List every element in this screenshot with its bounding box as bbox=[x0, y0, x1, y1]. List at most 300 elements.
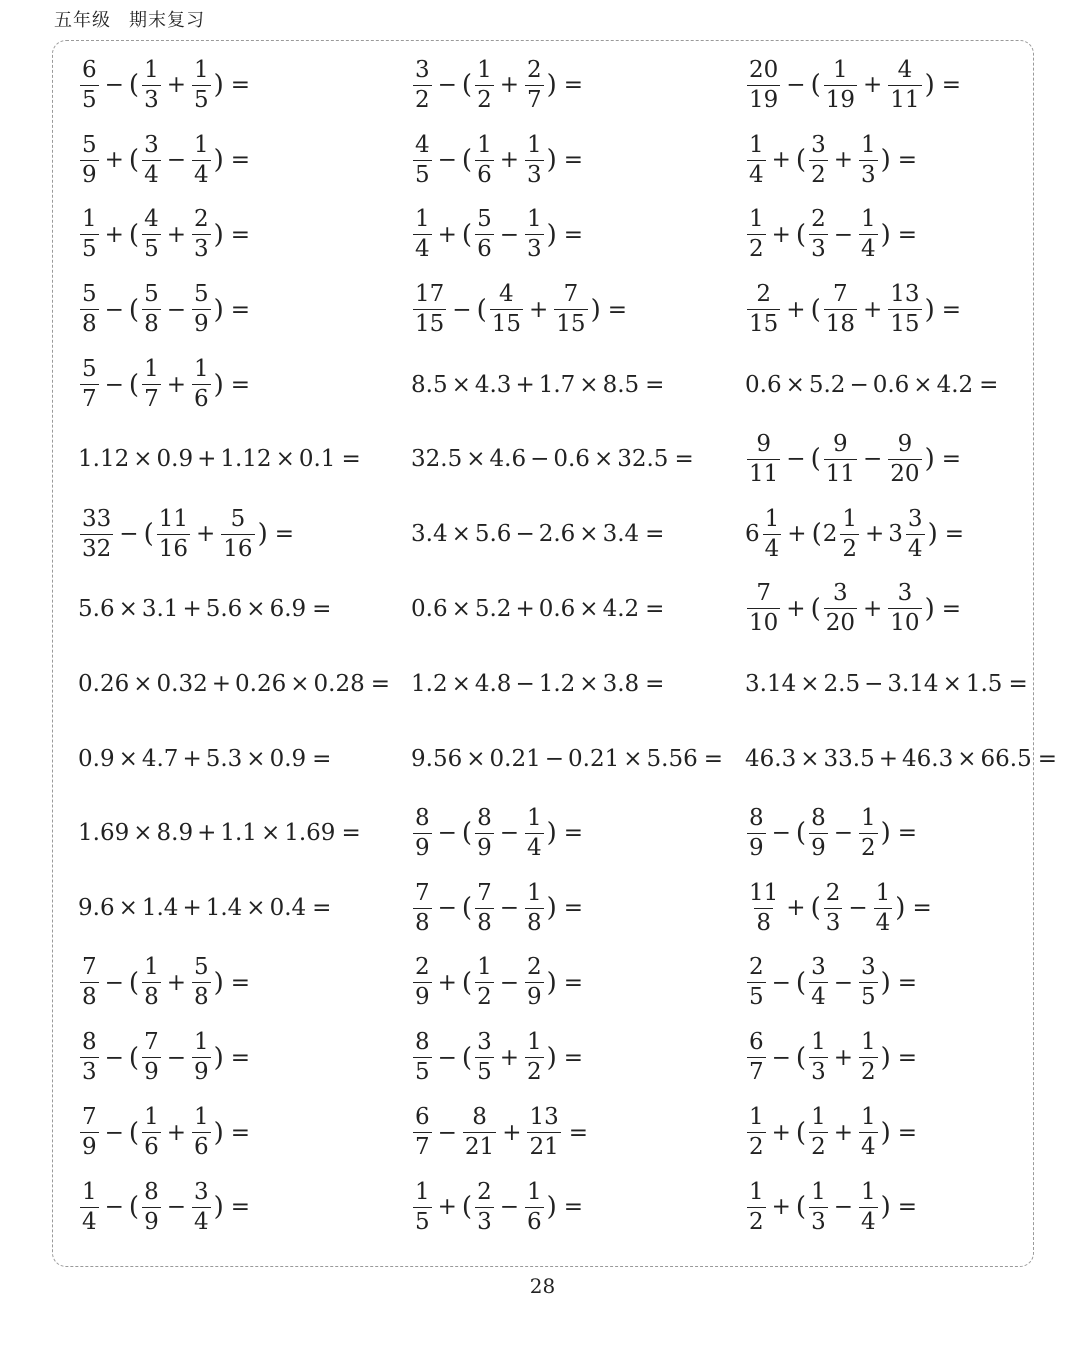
equals-sign: = bbox=[312, 595, 332, 622]
denominator: 2 bbox=[811, 1134, 826, 1161]
paren: ) bbox=[546, 967, 557, 998]
fraction bbox=[747, 283, 780, 336]
numerator: 4 bbox=[499, 281, 514, 308]
denominator: 3 bbox=[477, 1208, 492, 1235]
fraction bbox=[413, 956, 432, 1009]
numerator: 5 bbox=[144, 281, 159, 308]
operator: × bbox=[133, 820, 153, 847]
paren: ) bbox=[880, 967, 891, 998]
paren: ( bbox=[795, 1192, 807, 1223]
numerator: 1 bbox=[194, 1029, 209, 1056]
exercise bbox=[745, 721, 1058, 796]
equals-sign: = bbox=[370, 670, 390, 697]
paren: ) bbox=[924, 444, 935, 475]
paren: ( bbox=[461, 219, 473, 250]
number: 0.21 bbox=[489, 745, 541, 772]
operator: − bbox=[833, 969, 853, 996]
numerator: 4 bbox=[415, 131, 430, 158]
denominator: 9 bbox=[194, 311, 209, 338]
operator: − bbox=[786, 72, 806, 99]
exercise bbox=[78, 497, 411, 572]
denominator: 2 bbox=[527, 1059, 542, 1086]
fraction bbox=[192, 56, 211, 113]
operator: − bbox=[437, 147, 457, 174]
equals-sign: = bbox=[341, 820, 361, 847]
operator: − bbox=[452, 296, 472, 323]
number: 2.6 bbox=[538, 521, 576, 548]
fraction bbox=[747, 804, 766, 861]
fraction bbox=[142, 1031, 161, 1084]
numerator: 7 bbox=[563, 281, 579, 308]
paren: ( bbox=[128, 70, 140, 101]
paren: ( bbox=[810, 893, 821, 924]
paren: ( bbox=[128, 1117, 140, 1148]
equals-sign: = bbox=[274, 521, 294, 548]
fraction bbox=[747, 56, 780, 113]
equals-sign: = bbox=[897, 1044, 918, 1071]
paren: ( bbox=[810, 444, 821, 475]
denominator: 3 bbox=[194, 236, 209, 263]
numerator: 1 bbox=[194, 356, 209, 383]
denominator: 5 bbox=[861, 984, 876, 1011]
denominator: 2 bbox=[477, 984, 492, 1011]
numerator: 8 bbox=[811, 804, 826, 831]
exercise bbox=[745, 123, 1058, 198]
operator: × bbox=[118, 745, 138, 772]
operator: − bbox=[166, 1044, 186, 1071]
operator: − bbox=[499, 895, 519, 922]
numerator: 13 bbox=[529, 1104, 559, 1131]
denominator: 4 bbox=[875, 909, 891, 936]
equals-sign: = bbox=[230, 1194, 251, 1221]
number: 9.56 bbox=[411, 745, 463, 772]
denominator: 4 bbox=[82, 1208, 97, 1235]
paren: ) bbox=[924, 70, 935, 101]
exercise bbox=[411, 272, 745, 347]
numerator: 20 bbox=[749, 56, 779, 83]
numerator: 17 bbox=[415, 281, 445, 308]
number: 0.32 bbox=[156, 670, 208, 697]
denominator: 7 bbox=[82, 386, 97, 413]
fraction bbox=[859, 804, 878, 861]
fraction bbox=[809, 208, 828, 261]
denominator: 15 bbox=[890, 311, 920, 338]
paren: ( bbox=[795, 818, 807, 849]
numerator: 1 bbox=[764, 505, 780, 532]
operator: − bbox=[104, 371, 124, 398]
denominator: 4 bbox=[415, 236, 430, 263]
equals-sign: = bbox=[897, 1194, 918, 1221]
operator: + bbox=[437, 221, 457, 248]
numerator: 6 bbox=[82, 56, 97, 83]
numerator: 1 bbox=[194, 1104, 209, 1131]
equals-sign: = bbox=[230, 1044, 251, 1071]
fraction bbox=[888, 430, 921, 487]
fraction bbox=[142, 208, 161, 261]
equals-sign: = bbox=[230, 72, 251, 99]
numerator: 2 bbox=[825, 879, 841, 906]
paren: ( bbox=[795, 1042, 807, 1073]
paren: ) bbox=[880, 219, 891, 250]
exercise bbox=[78, 721, 411, 796]
exercise bbox=[745, 1020, 1058, 1095]
fraction bbox=[525, 1178, 544, 1235]
fraction bbox=[888, 582, 921, 635]
operator: + bbox=[182, 595, 202, 622]
fraction bbox=[824, 56, 857, 113]
numerator: 2 bbox=[527, 56, 542, 83]
fraction bbox=[525, 1031, 544, 1084]
paren: ) bbox=[546, 1042, 557, 1073]
fraction bbox=[475, 1031, 494, 1084]
fraction bbox=[525, 804, 544, 861]
operator: + bbox=[166, 1119, 186, 1146]
fraction bbox=[809, 1178, 828, 1235]
equals-sign: = bbox=[1008, 670, 1028, 697]
number: 1.12 bbox=[78, 446, 130, 473]
fraction bbox=[413, 131, 432, 188]
number: 5.2 bbox=[474, 595, 512, 622]
exercise bbox=[411, 48, 745, 123]
section-label: 期末复习 bbox=[129, 10, 205, 31]
number: 2.5 bbox=[823, 670, 861, 697]
number: 32.5 bbox=[617, 446, 669, 473]
operator: − bbox=[848, 895, 868, 922]
operator: × bbox=[118, 895, 138, 922]
numerator: 3 bbox=[811, 131, 826, 158]
numerator: 1 bbox=[82, 206, 97, 233]
numerator: 6 bbox=[415, 1104, 430, 1131]
number: 4.7 bbox=[141, 745, 179, 772]
denominator: 7 bbox=[415, 1134, 430, 1161]
equals-sign: = bbox=[941, 72, 961, 99]
paren: ( bbox=[795, 145, 807, 176]
exercise bbox=[745, 1095, 1058, 1170]
denominator: 11 bbox=[890, 86, 920, 113]
fraction bbox=[142, 956, 161, 1009]
number: 32.5 bbox=[411, 446, 463, 473]
paren: ) bbox=[880, 1117, 891, 1148]
number: 0.6 bbox=[872, 371, 910, 398]
paren: ( bbox=[461, 967, 473, 998]
fraction bbox=[142, 131, 161, 188]
number: 3.4 bbox=[411, 521, 448, 548]
fraction bbox=[824, 879, 843, 936]
fraction bbox=[859, 956, 878, 1009]
number: 3.14 bbox=[887, 670, 939, 697]
number: 0.6 bbox=[538, 595, 576, 622]
denominator: 9 bbox=[527, 984, 542, 1011]
exercise bbox=[78, 646, 411, 721]
operator: − bbox=[437, 820, 457, 847]
denominator: 16 bbox=[223, 535, 253, 562]
fraction bbox=[475, 1178, 494, 1235]
operator: × bbox=[579, 521, 599, 548]
denominator: 3 bbox=[811, 1208, 826, 1235]
exercise bbox=[411, 347, 745, 422]
fraction bbox=[475, 56, 494, 113]
operator: − bbox=[849, 371, 869, 398]
denominator: 20 bbox=[890, 460, 920, 487]
fraction bbox=[747, 430, 780, 487]
denominator: 10 bbox=[890, 610, 920, 637]
numerator: 1 bbox=[527, 804, 542, 831]
fraction bbox=[80, 1106, 99, 1159]
numerator: 2 bbox=[749, 954, 764, 981]
fraction bbox=[859, 131, 878, 188]
paren: ( bbox=[461, 1042, 473, 1073]
denominator: 2 bbox=[861, 1059, 876, 1086]
fraction bbox=[809, 804, 828, 861]
operator: + bbox=[771, 147, 791, 174]
equals-sign: = bbox=[563, 221, 584, 248]
operator: − bbox=[119, 521, 139, 548]
operator: + bbox=[211, 670, 231, 697]
fraction bbox=[475, 956, 494, 1009]
paren: ) bbox=[924, 593, 935, 624]
operator: + bbox=[863, 72, 883, 99]
denominator: 9 bbox=[144, 1059, 159, 1086]
equals-sign: = bbox=[563, 820, 584, 847]
numerator: 5 bbox=[82, 281, 97, 308]
operator: − bbox=[437, 1119, 457, 1146]
operator: × bbox=[579, 670, 599, 697]
denominator: 15 bbox=[491, 311, 521, 338]
fraction bbox=[80, 56, 99, 113]
operator: + bbox=[515, 595, 535, 622]
equals-sign: = bbox=[897, 147, 918, 174]
fraction bbox=[554, 283, 587, 336]
denominator: 2 bbox=[749, 1208, 764, 1235]
denominator: 9 bbox=[144, 1208, 159, 1235]
number: 8.9 bbox=[156, 820, 194, 847]
number: 3.14 bbox=[745, 670, 797, 697]
fraction bbox=[525, 956, 544, 1009]
numerator: 1 bbox=[861, 804, 876, 831]
paren: ( bbox=[810, 593, 821, 624]
denominator: 3 bbox=[144, 86, 159, 113]
operator: + bbox=[499, 1044, 519, 1071]
fraction bbox=[906, 505, 925, 562]
number: 8.5 bbox=[411, 371, 448, 398]
fraction bbox=[192, 358, 211, 411]
fraction bbox=[874, 879, 893, 936]
equals-sign: = bbox=[230, 371, 251, 398]
fraction bbox=[859, 1106, 878, 1159]
fraction bbox=[413, 1031, 432, 1084]
equals-sign: = bbox=[568, 1119, 589, 1146]
fraction bbox=[824, 430, 857, 487]
denominator: 18 bbox=[825, 311, 855, 338]
equals-sign: = bbox=[944, 521, 964, 548]
fraction bbox=[525, 131, 544, 188]
numerator: 1 bbox=[527, 131, 542, 158]
denominator: 16 bbox=[158, 535, 188, 562]
exercise bbox=[745, 48, 1058, 123]
operator: + bbox=[529, 296, 549, 323]
denominator: 21 bbox=[529, 1134, 559, 1161]
fraction bbox=[192, 1031, 211, 1084]
numerator: 1 bbox=[861, 1029, 876, 1056]
denominator: 8 bbox=[477, 909, 492, 936]
equals-sign: = bbox=[897, 969, 918, 996]
number: 6.9 bbox=[269, 595, 307, 622]
numerator: 5 bbox=[82, 356, 97, 383]
paren: ) bbox=[546, 818, 557, 849]
numerator: 33 bbox=[82, 505, 112, 532]
number: 33.5 bbox=[823, 745, 875, 772]
denominator: 5 bbox=[194, 86, 209, 113]
paren: ( bbox=[461, 893, 473, 924]
equals-sign: = bbox=[563, 969, 584, 996]
numerator: 5 bbox=[477, 206, 492, 233]
denominator: 5 bbox=[82, 236, 97, 263]
number: 0.21 bbox=[568, 745, 620, 772]
operator: + bbox=[196, 521, 216, 548]
exercise bbox=[78, 272, 411, 347]
equals-sign: = bbox=[563, 147, 584, 174]
paren: ) bbox=[546, 145, 557, 176]
fraction bbox=[525, 208, 544, 261]
denominator: 19 bbox=[749, 86, 779, 113]
numerator: 1 bbox=[749, 206, 764, 233]
numerator: 8 bbox=[415, 1029, 430, 1056]
denominator: 15 bbox=[415, 311, 445, 338]
number: 1.4 bbox=[141, 895, 179, 922]
numerator: 3 bbox=[907, 505, 923, 532]
fraction bbox=[747, 208, 766, 261]
denominator: 8 bbox=[144, 984, 159, 1011]
fraction bbox=[192, 956, 211, 1009]
denominator: 2 bbox=[811, 161, 826, 188]
denominator: 4 bbox=[144, 161, 159, 188]
denominator: 8 bbox=[756, 909, 771, 936]
number: 3.8 bbox=[602, 670, 640, 697]
denominator: 9 bbox=[82, 1134, 97, 1161]
operator: × bbox=[800, 670, 820, 697]
equals-sign: = bbox=[645, 371, 665, 398]
operator: − bbox=[104, 969, 124, 996]
operator: × bbox=[133, 670, 153, 697]
paren: ( bbox=[128, 369, 140, 400]
operator: + bbox=[771, 1194, 791, 1221]
denominator: 4 bbox=[194, 1208, 209, 1235]
denominator: 4 bbox=[194, 161, 209, 188]
paren: ( bbox=[128, 1042, 140, 1073]
operator: − bbox=[771, 820, 791, 847]
paren: ( bbox=[128, 219, 140, 250]
denominator: 7 bbox=[749, 1059, 764, 1086]
number: 66.5 bbox=[980, 745, 1032, 772]
denominator: 6 bbox=[477, 236, 492, 263]
denominator: 4 bbox=[749, 161, 764, 188]
fraction bbox=[413, 1106, 432, 1159]
numerator: 2 bbox=[756, 281, 771, 308]
operator: + bbox=[833, 147, 853, 174]
number: 4.2 bbox=[936, 371, 974, 398]
denominator: 3 bbox=[825, 909, 841, 936]
operator: × bbox=[260, 820, 281, 847]
fraction bbox=[763, 505, 782, 562]
paren: ) bbox=[546, 1192, 557, 1223]
operator: + bbox=[182, 895, 202, 922]
numerator: 3 bbox=[811, 954, 826, 981]
number: 1.12 bbox=[220, 446, 272, 473]
exercise bbox=[745, 198, 1058, 273]
fraction bbox=[525, 56, 544, 113]
number: 0.6 bbox=[553, 446, 590, 473]
exercise bbox=[745, 422, 1058, 497]
numerator: 6 bbox=[749, 1029, 764, 1056]
operator: × bbox=[942, 670, 962, 697]
denominator: 2 bbox=[415, 86, 430, 113]
denominator: 3 bbox=[861, 161, 876, 188]
fraction bbox=[475, 131, 494, 188]
numerator: 11 bbox=[158, 505, 188, 532]
equals-sign: = bbox=[645, 595, 665, 622]
numerator: 7 bbox=[82, 954, 97, 981]
operator: + bbox=[197, 446, 217, 473]
denominator: 4 bbox=[861, 1134, 876, 1161]
paren: ) bbox=[213, 967, 224, 998]
equals-sign: = bbox=[1037, 745, 1057, 772]
denominator: 5 bbox=[82, 86, 97, 113]
number: 4.3 bbox=[474, 371, 512, 398]
paren: ( bbox=[795, 1117, 807, 1148]
operator: + bbox=[865, 521, 885, 548]
number: 1.69 bbox=[284, 820, 336, 847]
exercise bbox=[411, 796, 745, 871]
denominator: 6 bbox=[477, 161, 492, 188]
exercise bbox=[411, 422, 745, 497]
number: 5.6 bbox=[78, 595, 115, 622]
fraction bbox=[413, 879, 432, 936]
denominator: 8 bbox=[194, 984, 209, 1011]
operator: − bbox=[833, 221, 853, 248]
exercise bbox=[411, 1095, 745, 1170]
exercise bbox=[745, 646, 1058, 721]
denominator: 5 bbox=[415, 1059, 430, 1086]
numerator: 3 bbox=[897, 580, 913, 607]
number: 1.4 bbox=[205, 895, 243, 922]
denominator: 3 bbox=[527, 236, 542, 263]
fraction bbox=[888, 283, 921, 336]
denominator: 20 bbox=[825, 610, 855, 637]
paren: ) bbox=[213, 1117, 224, 1148]
operator: + bbox=[786, 595, 806, 622]
numerator: 1 bbox=[194, 131, 209, 158]
operator: − bbox=[104, 1044, 124, 1071]
fraction bbox=[809, 1106, 828, 1159]
operator: × bbox=[451, 521, 471, 548]
paren: ) bbox=[880, 818, 891, 849]
exercise bbox=[78, 1170, 411, 1245]
exercise bbox=[411, 497, 745, 572]
paren: ) bbox=[546, 70, 557, 101]
paren: ( bbox=[461, 818, 473, 849]
denominator: 9 bbox=[415, 984, 430, 1011]
number: 0.26 bbox=[78, 670, 130, 697]
operator: + bbox=[787, 521, 807, 548]
denominator: 5 bbox=[415, 1208, 430, 1235]
numerator: 1 bbox=[861, 1178, 876, 1205]
number: 0.6 bbox=[745, 371, 782, 398]
equals-sign: = bbox=[703, 745, 723, 772]
exercise bbox=[745, 871, 1058, 946]
exercise bbox=[78, 1020, 411, 1095]
denominator: 4 bbox=[527, 834, 542, 861]
numerator: 8 bbox=[82, 1029, 97, 1056]
